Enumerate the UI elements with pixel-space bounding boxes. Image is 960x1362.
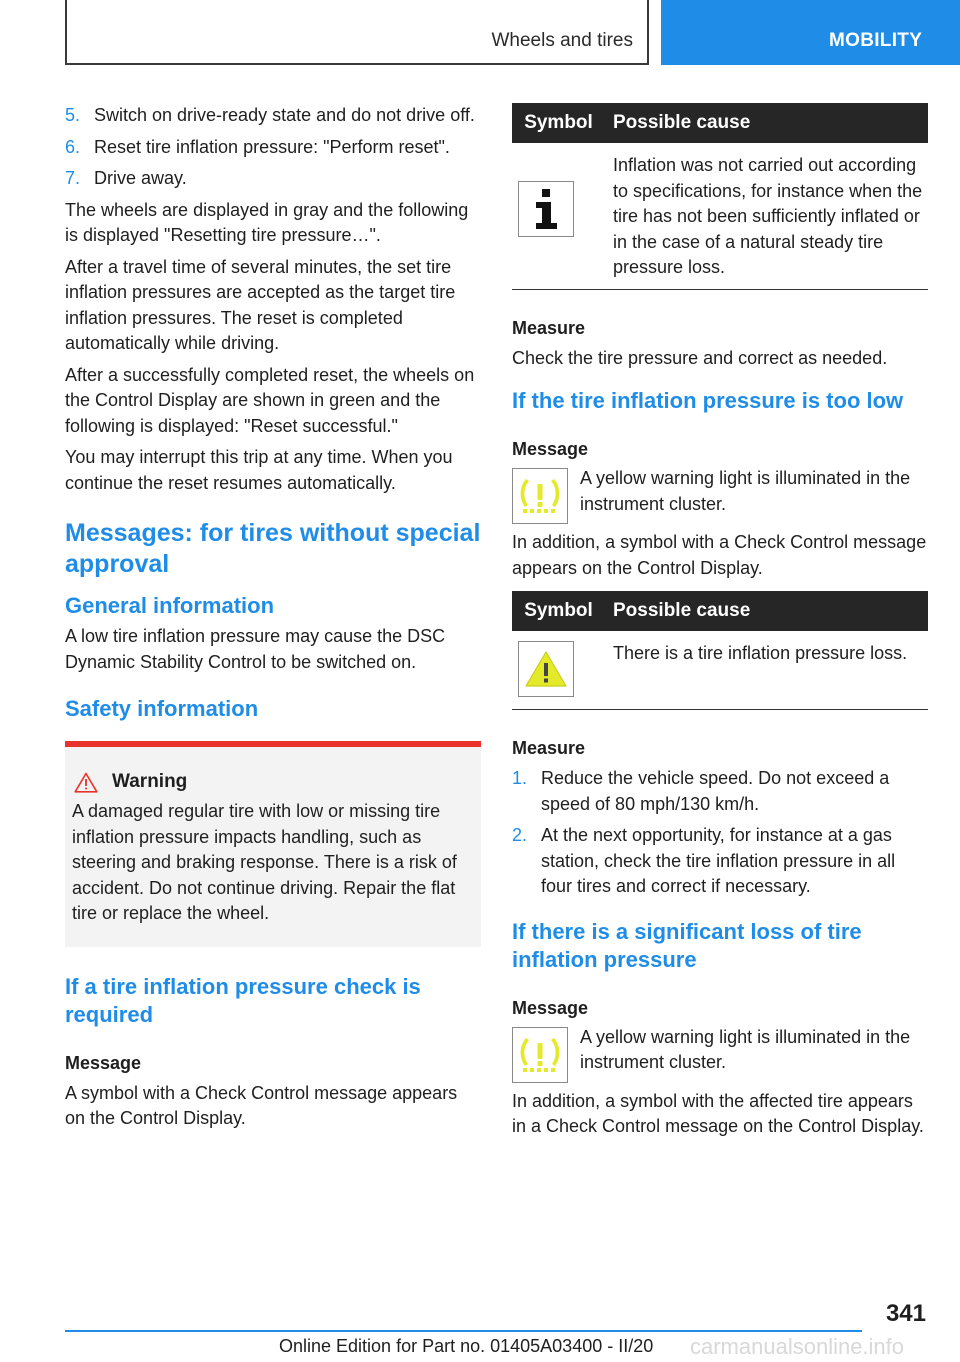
table-header-symbol: Symbol	[512, 591, 605, 631]
step-item	[65, 135, 481, 161]
step-text: Drive away.	[94, 168, 187, 188]
tire-pressure-warning-icon	[512, 468, 568, 524]
warning-triangle-icon	[74, 772, 98, 793]
general-info-text: A low tire inflation pressure may cause the DSC Dynamic Stability Control to be switched on.	[65, 626, 446, 672]
measure-label: Measure	[512, 317, 586, 338]
table-row	[512, 631, 928, 710]
step-number: 7.	[65, 168, 81, 188]
message-text: A yellow warning light is illuminated in the instrument cluster.	[580, 468, 911, 514]
step-text: Reset tire inflation pressure: "Perform reset".	[94, 136, 450, 157]
step-item	[512, 766, 928, 817]
measure-label: Measure	[512, 738, 586, 758]
watermark-text: carmanualsonline.info	[690, 1334, 905, 1359]
message-label: Message	[512, 997, 589, 1018]
general-info-heading: General information	[65, 593, 275, 618]
step-item	[65, 103, 481, 129]
significant-loss-heading: If there is a significant loss of tire inflation pressure	[512, 918, 862, 972]
cause-cell: There is a tire inflation pressure loss.	[605, 631, 928, 710]
message-row	[512, 1027, 928, 1083]
safety-info-heading: Safety information	[65, 696, 259, 721]
symbol-table-info	[512, 103, 928, 290]
body-paragraph: After a travel time of several minutes, the set tire inflation pressures are accepted as the target tire inflation pressures. The reset is completed automatically while driving.	[65, 256, 456, 353]
step-text: Switch on drive-ready state and do not drive off.	[94, 105, 475, 125]
check-message-text: A symbol with a Check Control message appears on the Control Display.	[65, 1082, 458, 1128]
body-paragraph: The wheels are displayed in gray and the following is displayed "Resetting tire pressure…".	[65, 199, 469, 245]
header-chapter-title: MOBILITY	[829, 30, 923, 51]
step-item	[65, 166, 481, 192]
section-heading: Messages: for tires without special approval	[65, 519, 481, 578]
body-paragraph: In addition, a symbol with a Check Control message appears on the Control Display.	[512, 532, 927, 578]
step-text: At the next opportunity, for instance at a gas station, check the tire inflation pressure in all four tires and correct if necessary.	[541, 825, 896, 896]
step-number: 6.	[65, 136, 81, 157]
right-column	[512, 103, 928, 1146]
symbol-cell	[512, 631, 605, 710]
measure-text: Check the tire pressure and correct as needed.	[512, 347, 888, 368]
warning-title: Warning	[112, 771, 188, 792]
body-paragraph: After a successfully completed reset, the wheels on the Control Display are shown in green and the following is displayed: "Reset successful."	[65, 364, 475, 436]
message-label: Message	[65, 1052, 142, 1073]
warning-box	[65, 741, 481, 947]
table-header-cause: Possible cause	[605, 591, 928, 631]
symbol-table-warning	[512, 591, 928, 710]
left-column	[65, 103, 481, 1138]
info-icon	[518, 181, 574, 237]
pressure-low-heading: If the tire inflation pressure is too low	[512, 388, 904, 413]
header-chapter-tab	[661, 0, 960, 65]
header-section-title: Wheels and tires	[491, 30, 633, 51]
body-paragraph: In addition, a symbol with the affected tire appears in a Check Control message on the Control Display.	[512, 1090, 924, 1136]
step-text: Reduce the vehicle speed. Do not exceed a speed of 80 mph/130 km/h.	[541, 768, 890, 814]
warning-triangle-icon	[518, 641, 574, 697]
table-row	[512, 143, 928, 289]
check-required-heading: If a tire inflation pressure check is required	[65, 973, 421, 1027]
message-label: Message	[512, 439, 589, 459]
step-number: 2.	[512, 825, 528, 845]
symbol-cell	[512, 143, 605, 289]
step-item	[512, 823, 928, 900]
header-section-tab	[65, 0, 649, 65]
warning-text: A damaged regular tire with low or missing tire inflation pressure impacts handling, such as steering and braking response. There is a risk of accident. Do not continue driving. Repair the flat tire or replace the wheel.	[72, 801, 457, 923]
page-number: 341	[885, 1300, 926, 1327]
table-header-cause: Possible cause	[605, 103, 928, 143]
warning-header	[72, 771, 471, 793]
footer-divider	[65, 1330, 862, 1332]
message-row	[512, 468, 928, 524]
cause-cell: Inflation was not carried out according to specifications, for instance when the tire has not been sufficiently inflated or in the case of a natural steady tire pressure loss.	[605, 143, 928, 289]
body-paragraph: You may interrupt this trip at any time. When you continue the reset resumes automatically.	[65, 447, 453, 493]
step-number: 1.	[512, 768, 528, 788]
step-number: 5.	[65, 105, 81, 125]
message-text: A yellow warning light is illuminated in the instrument cluster.	[580, 1026, 911, 1072]
edition-text: Online Edition for Part no. 01405A03400 - II/20	[279, 1336, 654, 1356]
tire-pressure-warning-icon	[512, 1027, 568, 1083]
table-header-symbol: Symbol	[512, 103, 605, 143]
